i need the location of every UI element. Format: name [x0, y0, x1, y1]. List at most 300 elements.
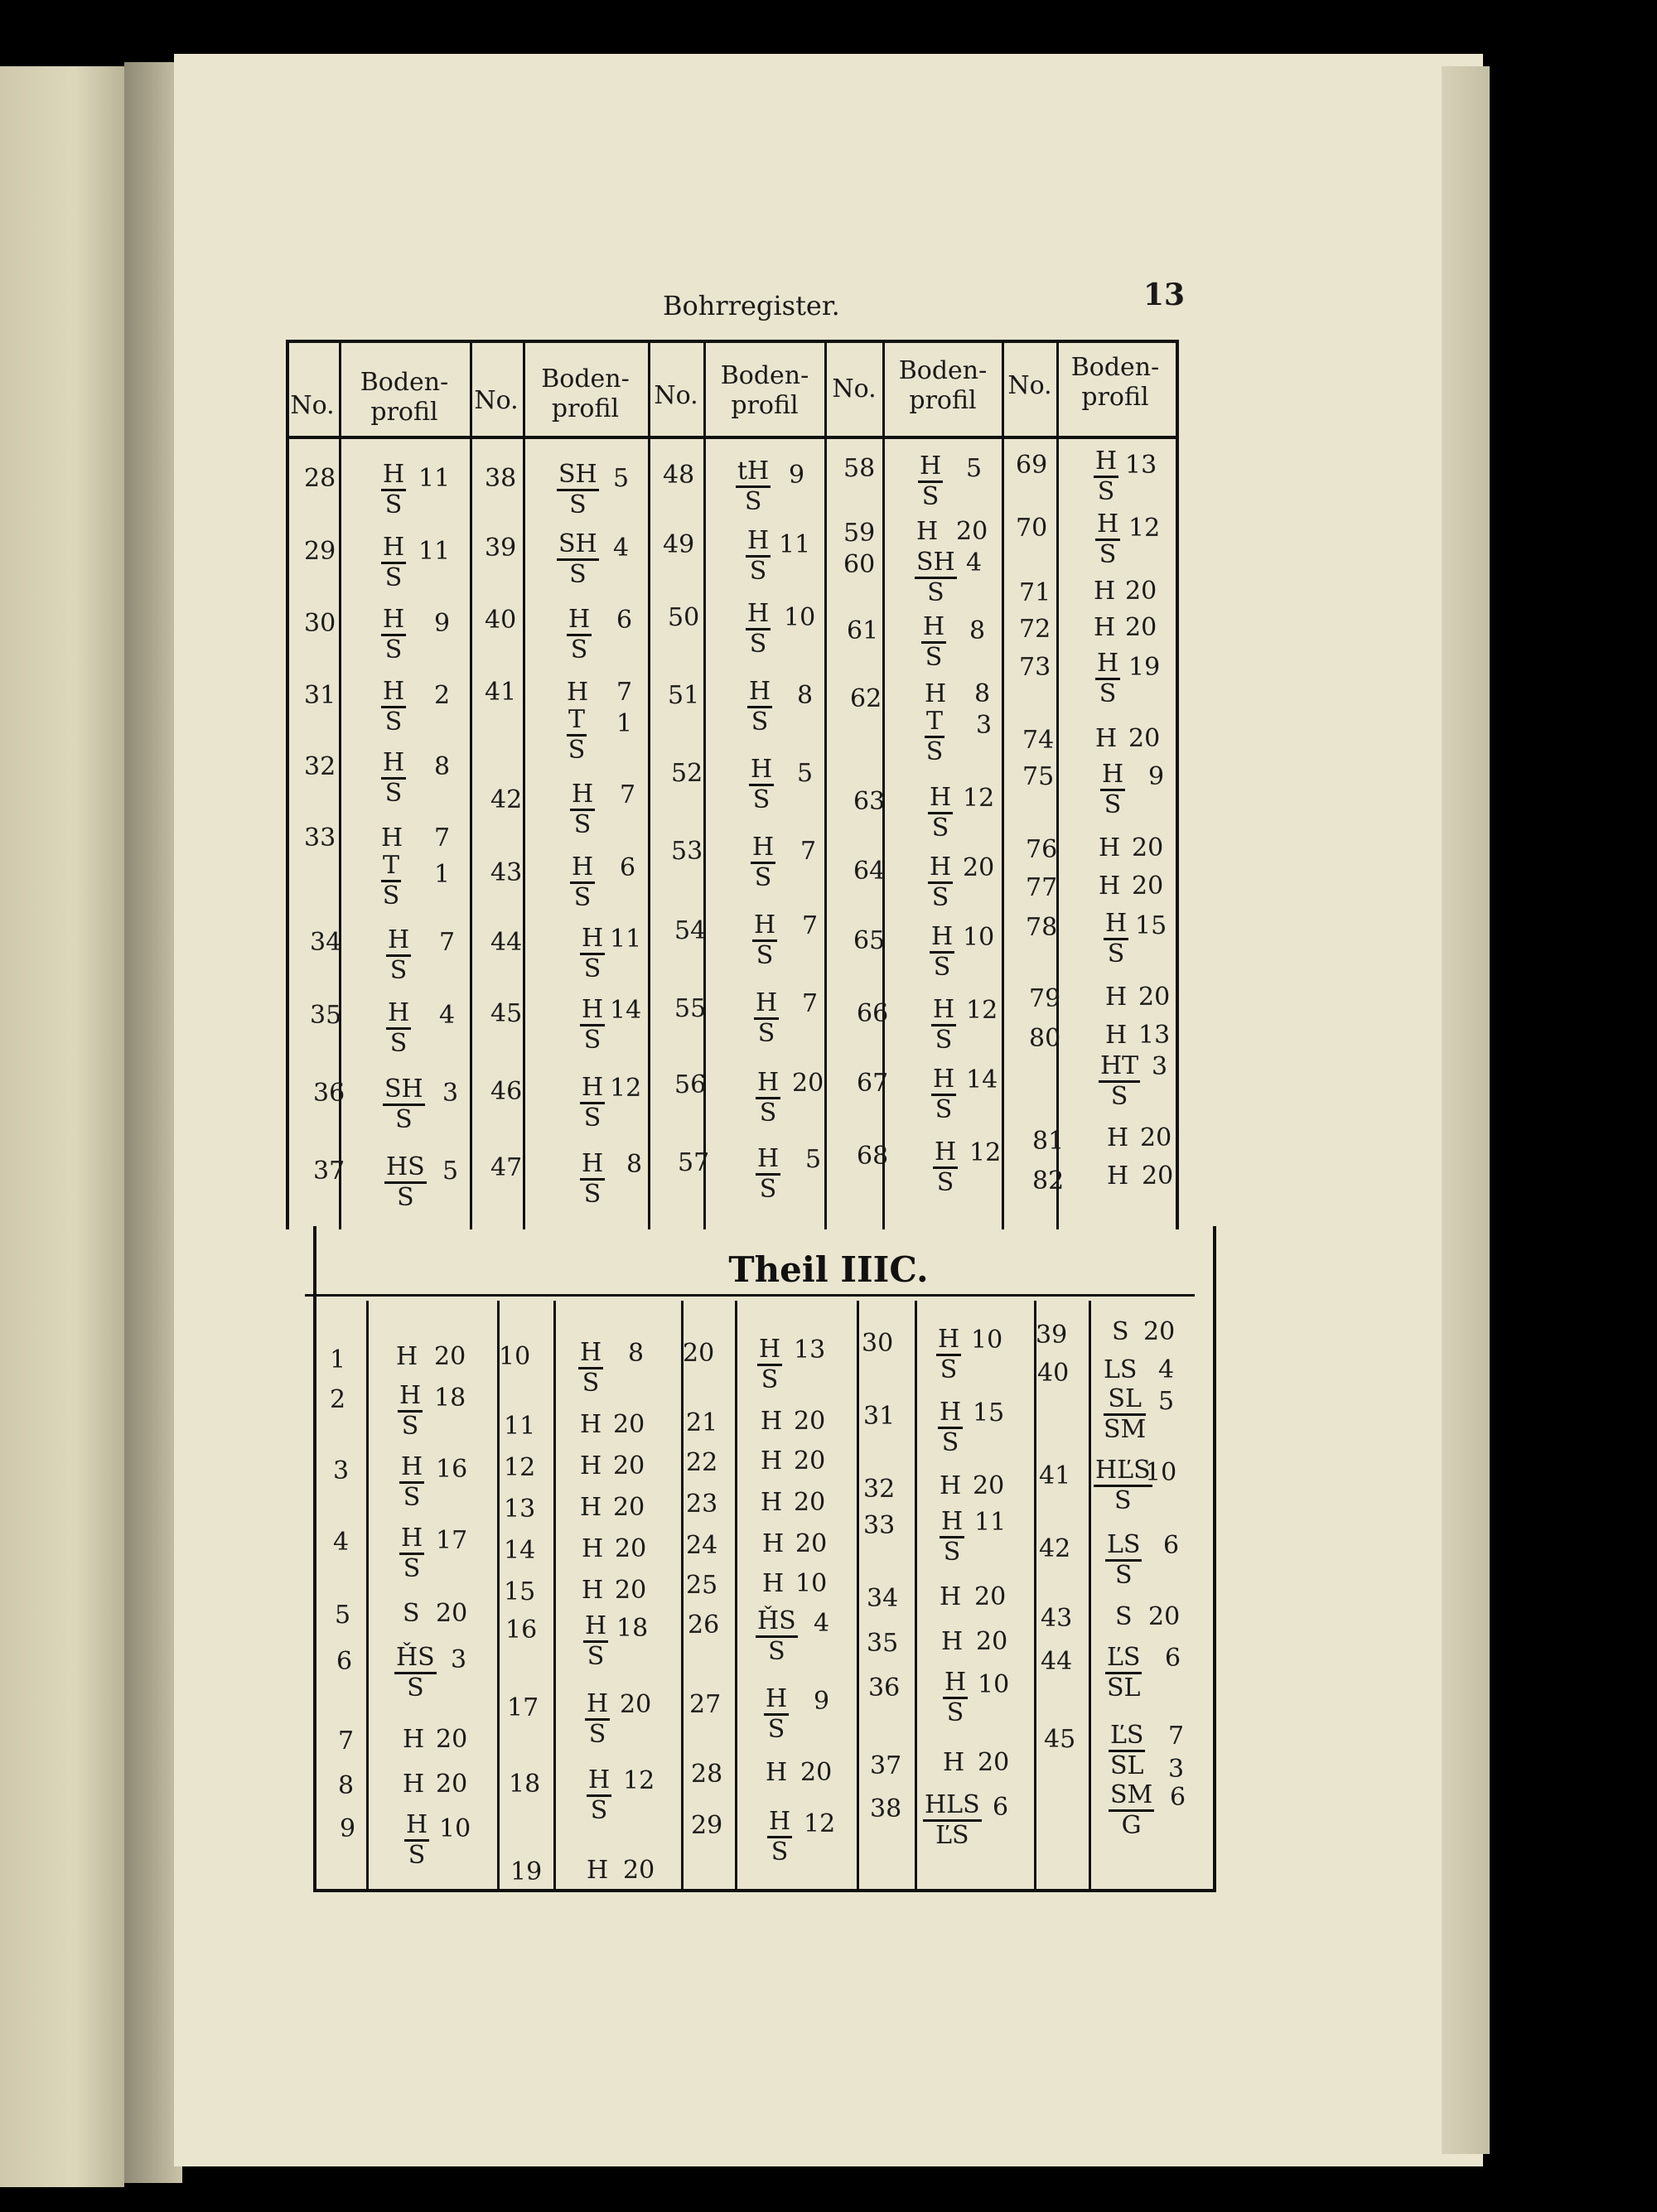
- fraction-denominator: SL: [1110, 1751, 1144, 1780]
- register-cell: 3: [442, 1079, 459, 1108]
- fraction-numerator: LS: [1105, 1531, 1142, 1562]
- register-cell: H: [1094, 613, 1116, 642]
- fraction-numerator: H: [570, 780, 595, 811]
- fraction-numerator: H: [938, 1398, 963, 1429]
- register-cell: H: [1099, 833, 1121, 862]
- register-cell: 15: [504, 1577, 536, 1606]
- fraction-denominator: S: [749, 557, 767, 586]
- register-cell: 17: [507, 1693, 539, 1722]
- register-cell: 6: [616, 606, 633, 635]
- header-boden-line2: profil: [551, 394, 620, 423]
- register-cell: 5: [805, 1145, 822, 1174]
- fraction-numerator: H: [767, 1808, 792, 1838]
- fraction-numerator: H: [578, 1339, 603, 1369]
- register-cell: 69: [1016, 451, 1048, 480]
- register-cell: 33: [863, 1511, 896, 1540]
- register-cell: 7: [800, 837, 817, 866]
- register-cell: H: [587, 1856, 609, 1885]
- register-cell: H: [1094, 577, 1116, 606]
- register-cell: 36: [313, 1079, 345, 1108]
- register-cell: H: [582, 1576, 604, 1605]
- fraction-numerator: H: [381, 534, 406, 564]
- register-cell: 20: [795, 1529, 828, 1558]
- fraction-numerator: H: [381, 749, 406, 780]
- soil-profile-fraction: [940, 1508, 964, 1567]
- soil-profile-fraction: [746, 600, 771, 659]
- fraction-denominator: S: [943, 1538, 961, 1567]
- register-cell: 5: [442, 1157, 459, 1186]
- fraction-numerator: H: [752, 911, 777, 942]
- fraction-numerator: H: [587, 1766, 611, 1797]
- soil-profile-fraction: [557, 530, 599, 589]
- fraction-numerator: H: [1100, 761, 1125, 791]
- header-no: No.: [654, 381, 698, 410]
- fraction-numerator: H: [399, 1453, 424, 1484]
- fraction-denominator: S: [587, 1642, 605, 1671]
- fraction-denominator: S: [588, 1720, 606, 1749]
- register-cell: 7: [1168, 1722, 1185, 1751]
- soil-profile-fraction: [921, 613, 946, 672]
- fraction-numerator: H: [928, 784, 953, 814]
- register-cell: 44: [1041, 1647, 1073, 1676]
- fraction-numerator: H: [936, 1326, 961, 1356]
- soil-profile-fraction: [583, 1612, 608, 1671]
- register-cell: 20: [792, 1069, 824, 1098]
- register-cell: 14: [966, 1065, 998, 1094]
- soil-profile-fraction: [381, 606, 406, 664]
- soil-profile-fraction: [1109, 1722, 1145, 1780]
- fraction-numerator: H: [386, 926, 411, 957]
- soil-profile-fraction: [1094, 447, 1118, 506]
- soil-profile-fraction: [381, 461, 406, 519]
- soil-profile-fraction: [404, 1811, 429, 1870]
- fraction-denominator: S: [935, 1095, 953, 1124]
- register-cell: 11: [504, 1412, 536, 1441]
- register-cell: 20: [1125, 577, 1157, 606]
- register-cell: 6: [1170, 1783, 1186, 1812]
- fraction-numerator: ĽS: [1105, 1644, 1142, 1674]
- fraction-numerator: H: [567, 606, 592, 636]
- register-cell: 33: [304, 823, 336, 852]
- register-cell: 8: [434, 752, 451, 781]
- fraction-denominator: S: [761, 1365, 779, 1394]
- register-cell: 12: [623, 1766, 655, 1795]
- register-cell: H: [1099, 872, 1121, 901]
- fraction-numerator: H: [1095, 650, 1120, 680]
- fraction-denominator: S: [407, 1673, 424, 1702]
- register-cell: 2: [330, 1385, 346, 1414]
- fraction-numerator: H: [399, 1524, 424, 1555]
- register-cell: 20: [976, 1627, 1008, 1656]
- register-cell: 22: [686, 1448, 718, 1477]
- fraction-numerator: SM: [1109, 1781, 1154, 1812]
- register-cell: 9: [1148, 762, 1165, 791]
- fraction-denominator: S: [590, 1796, 608, 1825]
- register-cell: 10: [439, 1814, 471, 1843]
- fraction-numerator: H: [746, 600, 771, 630]
- register-cell: 8: [797, 681, 814, 710]
- register-cell: 76: [1026, 835, 1058, 864]
- register-cell: 13: [1125, 451, 1157, 480]
- register-cell: 35: [867, 1629, 899, 1658]
- soil-profile-fraction: [587, 1766, 611, 1825]
- fraction-denominator: S: [1099, 540, 1117, 569]
- register-cell: 65: [853, 926, 886, 955]
- left-page: [0, 66, 124, 2187]
- soil-profile-fraction: [1100, 761, 1125, 819]
- register-cell: 6: [993, 1793, 1009, 1822]
- soil-profile-fraction: [384, 1153, 427, 1212]
- fraction-denominator: S: [751, 708, 769, 737]
- register-cell: S: [403, 1599, 420, 1628]
- register-cell: 20: [794, 1446, 826, 1475]
- register-cell: 58: [843, 454, 876, 483]
- register-cell: 32: [304, 752, 336, 781]
- register-cell: 26: [688, 1611, 720, 1640]
- fraction-denominator: S: [1110, 1082, 1128, 1111]
- header-boden-line1: Boden-: [720, 361, 809, 390]
- register-cell: 20: [963, 853, 995, 882]
- soil-profile-fraction: [1105, 1531, 1142, 1590]
- register-cell: H: [761, 1446, 783, 1475]
- register-cell: 42: [1039, 1534, 1071, 1563]
- header-boden-line1: Boden-: [541, 365, 630, 394]
- register-cell: 7: [802, 989, 819, 1018]
- register-cell: H: [403, 1770, 425, 1799]
- register-cell: H: [940, 1582, 962, 1611]
- register-cell: 29: [304, 537, 336, 566]
- fraction-numerator: H: [1094, 447, 1118, 478]
- soil-profile-fraction: [580, 925, 605, 983]
- fraction-numerator: HLS: [923, 1791, 982, 1822]
- register-cell: 6: [1163, 1531, 1180, 1560]
- fraction-numerator: tH: [736, 457, 771, 488]
- register-cell: 3: [1152, 1052, 1168, 1081]
- fraction-denominator: S: [1104, 790, 1122, 819]
- header-boden-line2: profil: [1081, 383, 1149, 412]
- register-cell: H: [1105, 983, 1128, 1012]
- register-cell: 7: [439, 928, 456, 957]
- soil-profile-fraction: [398, 1382, 423, 1441]
- header-no: No.: [832, 374, 877, 403]
- register-cell: 52: [671, 759, 703, 788]
- soil-profile-fraction: [925, 708, 944, 766]
- soil-profile-fraction: [1095, 650, 1120, 708]
- register-cell: H: [567, 678, 589, 707]
- register-cell: S: [1112, 1317, 1129, 1346]
- fraction-denominator: S: [767, 1715, 785, 1744]
- register-cell: 30: [862, 1329, 894, 1358]
- register-cell: 41: [1039, 1461, 1071, 1490]
- register-cell: 82: [1032, 1166, 1065, 1195]
- register-cell: LS: [1104, 1355, 1138, 1384]
- fraction-numerator: H: [1104, 910, 1128, 940]
- register-cell: 20: [794, 1407, 826, 1436]
- register-cell: 9: [340, 1814, 356, 1843]
- register-cell: 55: [674, 994, 707, 1023]
- soil-profile-fraction: [386, 926, 411, 985]
- header-boden-line1: Boden-: [1070, 353, 1160, 382]
- header-boden-line2: profil: [731, 391, 799, 420]
- fraction-denominator: SL: [1107, 1673, 1141, 1702]
- fraction-denominator: S: [569, 490, 587, 519]
- fraction-denominator: S: [403, 1483, 421, 1512]
- fraction-denominator: S: [408, 1841, 426, 1870]
- register-cell: 20: [436, 1770, 468, 1799]
- soil-profile-fraction: [1099, 1052, 1140, 1111]
- fraction-denominator: S: [756, 941, 774, 970]
- fraction-denominator: S: [946, 1698, 964, 1727]
- fraction-numerator: H: [381, 461, 406, 491]
- register-cell: 70: [1016, 514, 1048, 543]
- fraction-denominator: S: [940, 1355, 958, 1384]
- soil-profile-fraction: [381, 534, 406, 592]
- register-cell: 20: [436, 1725, 468, 1754]
- fraction-numerator: H: [570, 853, 595, 884]
- fraction-numerator: T: [567, 706, 587, 737]
- soil-profile-fraction: [1105, 1644, 1142, 1702]
- register-cell: 13: [794, 1335, 826, 1364]
- register-cell: H: [582, 1534, 604, 1563]
- register-cell: H: [1107, 1162, 1129, 1191]
- register-cell: H: [941, 1627, 964, 1656]
- register-cell: 20: [974, 1582, 1007, 1611]
- fraction-denominator: S: [569, 560, 587, 589]
- register-cell: H: [762, 1569, 785, 1598]
- fraction-numerator: ĽS: [1109, 1722, 1145, 1752]
- register-cell: 10: [978, 1670, 1010, 1699]
- register-cell: 16: [505, 1616, 538, 1645]
- register-cell: 12: [504, 1453, 536, 1482]
- register-cell: H: [381, 823, 403, 852]
- register-cell: 20: [623, 1856, 655, 1885]
- fraction-denominator: S: [752, 785, 771, 814]
- header-boden: [883, 356, 1002, 416]
- register-cell: 28: [304, 464, 336, 493]
- register-cell: 40: [1037, 1359, 1070, 1388]
- soil-profile-fraction: [936, 1326, 961, 1384]
- fraction-denominator: S: [384, 708, 403, 737]
- fraction-numerator: H: [746, 527, 771, 558]
- soil-profile-fraction: [399, 1524, 424, 1583]
- register-cell: 38: [485, 464, 517, 493]
- register-cell: 77: [1026, 873, 1058, 902]
- soil-profile-fraction: [747, 678, 772, 737]
- register-cell: 12: [804, 1809, 836, 1838]
- soil-profile-fraction: [756, 1145, 780, 1204]
- register-cell: 61: [847, 616, 879, 645]
- register-cell: 20: [1140, 1123, 1172, 1152]
- register-cell: 10: [1145, 1458, 1177, 1487]
- fraction-numerator: SH: [383, 1075, 425, 1106]
- register-cell: 11: [418, 464, 451, 493]
- fraction-denominator: S: [389, 956, 408, 985]
- register-cell: 17: [436, 1526, 468, 1555]
- fraction-numerator: H: [928, 853, 953, 884]
- register-cell: 15: [1135, 911, 1167, 940]
- soil-profile-fraction: [915, 548, 957, 607]
- register-cell: 80: [1029, 1024, 1061, 1053]
- register-cell: 47: [490, 1153, 523, 1182]
- header-boden-line1: Boden-: [898, 356, 988, 385]
- register-cell: 10: [971, 1326, 1003, 1355]
- register-cell: 20: [613, 1410, 645, 1439]
- soil-profile-fraction: [381, 852, 401, 910]
- fraction-denominator: S: [573, 883, 592, 912]
- fraction-denominator: S: [583, 954, 601, 983]
- soil-profile-fraction: [399, 1453, 424, 1512]
- register-cell: 45: [490, 999, 523, 1028]
- register-cell: 5: [797, 759, 814, 788]
- fraction-denominator: S: [921, 482, 940, 511]
- register-cell: 3: [451, 1645, 467, 1674]
- register-cell: 8: [974, 679, 991, 708]
- fraction-denominator: S: [936, 1168, 954, 1197]
- register-cell: 4: [1158, 1355, 1175, 1384]
- register-cell: 3: [1168, 1755, 1185, 1784]
- register-cell: 20: [615, 1576, 647, 1605]
- register-cell: 57: [678, 1148, 710, 1177]
- register-cell: 15: [973, 1398, 1005, 1427]
- soil-profile-fraction: [764, 1685, 789, 1744]
- fraction-numerator: H: [940, 1508, 964, 1538]
- register-cell: 5: [613, 464, 630, 493]
- soil-profile-fraction: [930, 923, 954, 982]
- register-cell: 9: [434, 609, 451, 638]
- soil-profile-fraction: [756, 1607, 798, 1666]
- fraction-numerator: H: [580, 1150, 605, 1181]
- fraction-denominator: S: [382, 881, 400, 910]
- register-cell: 31: [304, 681, 336, 710]
- fraction-denominator: S: [403, 1554, 421, 1583]
- register-cell: 32: [863, 1475, 896, 1504]
- register-cell: 43: [490, 858, 523, 887]
- register-cell: 20: [613, 1493, 645, 1522]
- fraction-denominator: G: [1121, 1811, 1142, 1840]
- register-cell: 25: [686, 1571, 718, 1600]
- soil-profile-fraction: [757, 1335, 782, 1394]
- header-boden: [523, 365, 648, 424]
- fraction-numerator: SH: [915, 548, 957, 579]
- fraction-numerator: T: [381, 852, 401, 882]
- register-cell: 19: [510, 1857, 543, 1886]
- fraction-denominator: S: [933, 953, 951, 982]
- register-cell: 10: [795, 1569, 828, 1598]
- fraction-denominator: S: [1114, 1486, 1132, 1515]
- register-cell: S: [1115, 1602, 1133, 1631]
- register-cell: 34: [867, 1584, 899, 1613]
- register-cell: 43: [1041, 1604, 1073, 1633]
- header-boden-line2: profil: [909, 386, 977, 415]
- register-cell: 21: [686, 1408, 718, 1437]
- fraction-denominator: S: [583, 1026, 601, 1055]
- register-cell: 12: [969, 1138, 1002, 1167]
- register-cell: 75: [1022, 762, 1055, 791]
- soil-profile-fraction: [767, 1808, 792, 1867]
- register-cell: H: [761, 1407, 783, 1436]
- register-cell: 38: [870, 1794, 902, 1823]
- register-cell: 31: [863, 1402, 896, 1431]
- soil-profile-fraction: [580, 1150, 605, 1209]
- fraction-denominator: S: [1099, 679, 1117, 708]
- page-edge: [1442, 66, 1490, 2154]
- register-cell: 34: [310, 928, 342, 957]
- fraction-numerator: H: [580, 996, 605, 1026]
- fraction-numerator: T: [925, 708, 944, 738]
- register-cell: 11: [974, 1508, 1007, 1537]
- register-cell: 60: [843, 550, 876, 579]
- register-cell: 5: [335, 1601, 351, 1630]
- register-cell: 49: [663, 530, 695, 559]
- fraction-numerator: H: [764, 1685, 789, 1716]
- soil-profile-fraction: [1109, 1781, 1154, 1840]
- register-cell: 20: [620, 1690, 652, 1719]
- soil-profile-fraction: [1094, 1456, 1152, 1515]
- register-cell: 29: [691, 1811, 723, 1840]
- soil-profile-fraction: [943, 1669, 968, 1727]
- fraction-numerator: SL: [1104, 1385, 1146, 1416]
- register-cell: 37: [313, 1157, 345, 1186]
- fraction-numerator: H: [386, 999, 411, 1030]
- fraction-numerator: H: [757, 1335, 782, 1366]
- soil-profile-fraction: [751, 833, 775, 892]
- fraction-denominator: SM: [1104, 1415, 1147, 1444]
- register-cell: H: [580, 1410, 602, 1439]
- fraction-numerator: H: [749, 756, 774, 786]
- register-cell: 10: [963, 923, 995, 952]
- register-cell: 42: [490, 785, 523, 814]
- register-cell: 50: [668, 603, 700, 632]
- fraction-numerator: H: [931, 1065, 956, 1096]
- soil-profile-fraction: [580, 996, 605, 1055]
- soil-profile-fraction: [383, 1075, 425, 1134]
- fraction-denominator: S: [768, 1637, 785, 1666]
- register-cell: 20: [1125, 613, 1157, 642]
- fraction-denominator: S: [583, 1180, 601, 1209]
- soil-profile-fraction: [933, 1138, 958, 1197]
- register-cell: 74: [1022, 726, 1055, 755]
- register-cell: 20: [1132, 833, 1164, 862]
- soil-profile-fraction: [381, 749, 406, 808]
- register-cell: 20: [683, 1339, 715, 1368]
- register-cell: H: [580, 1451, 602, 1480]
- register-cell: 18: [509, 1770, 541, 1799]
- register-cell: 45: [1044, 1725, 1076, 1754]
- register-cell: 6: [1165, 1644, 1181, 1673]
- register-cell: 79: [1029, 984, 1061, 1013]
- fraction-denominator: S: [583, 1104, 601, 1133]
- fraction-numerator: SH: [557, 530, 599, 561]
- fraction-numerator: H: [943, 1669, 968, 1699]
- fraction-numerator: HS: [384, 1153, 427, 1184]
- register-cell: 48: [663, 461, 695, 490]
- register-cell: H: [762, 1529, 785, 1558]
- fraction-denominator: S: [931, 883, 949, 912]
- fraction-denominator: S: [931, 814, 949, 843]
- register-cell: 20: [615, 1534, 647, 1563]
- header-boden-line1: Boden-: [360, 368, 449, 397]
- register-cell: H: [1105, 1021, 1128, 1050]
- register-cell: 4: [814, 1609, 830, 1638]
- soil-profile-fraction: [923, 1791, 982, 1850]
- header-boden: [339, 368, 470, 427]
- page-number: 13: [1143, 278, 1186, 312]
- running-head: Bohrregister.: [663, 290, 840, 321]
- register-cell: 28: [691, 1760, 723, 1789]
- fraction-denominator: S: [389, 1029, 408, 1058]
- register-cell: H: [766, 1758, 788, 1787]
- fraction-denominator: S: [568, 736, 586, 765]
